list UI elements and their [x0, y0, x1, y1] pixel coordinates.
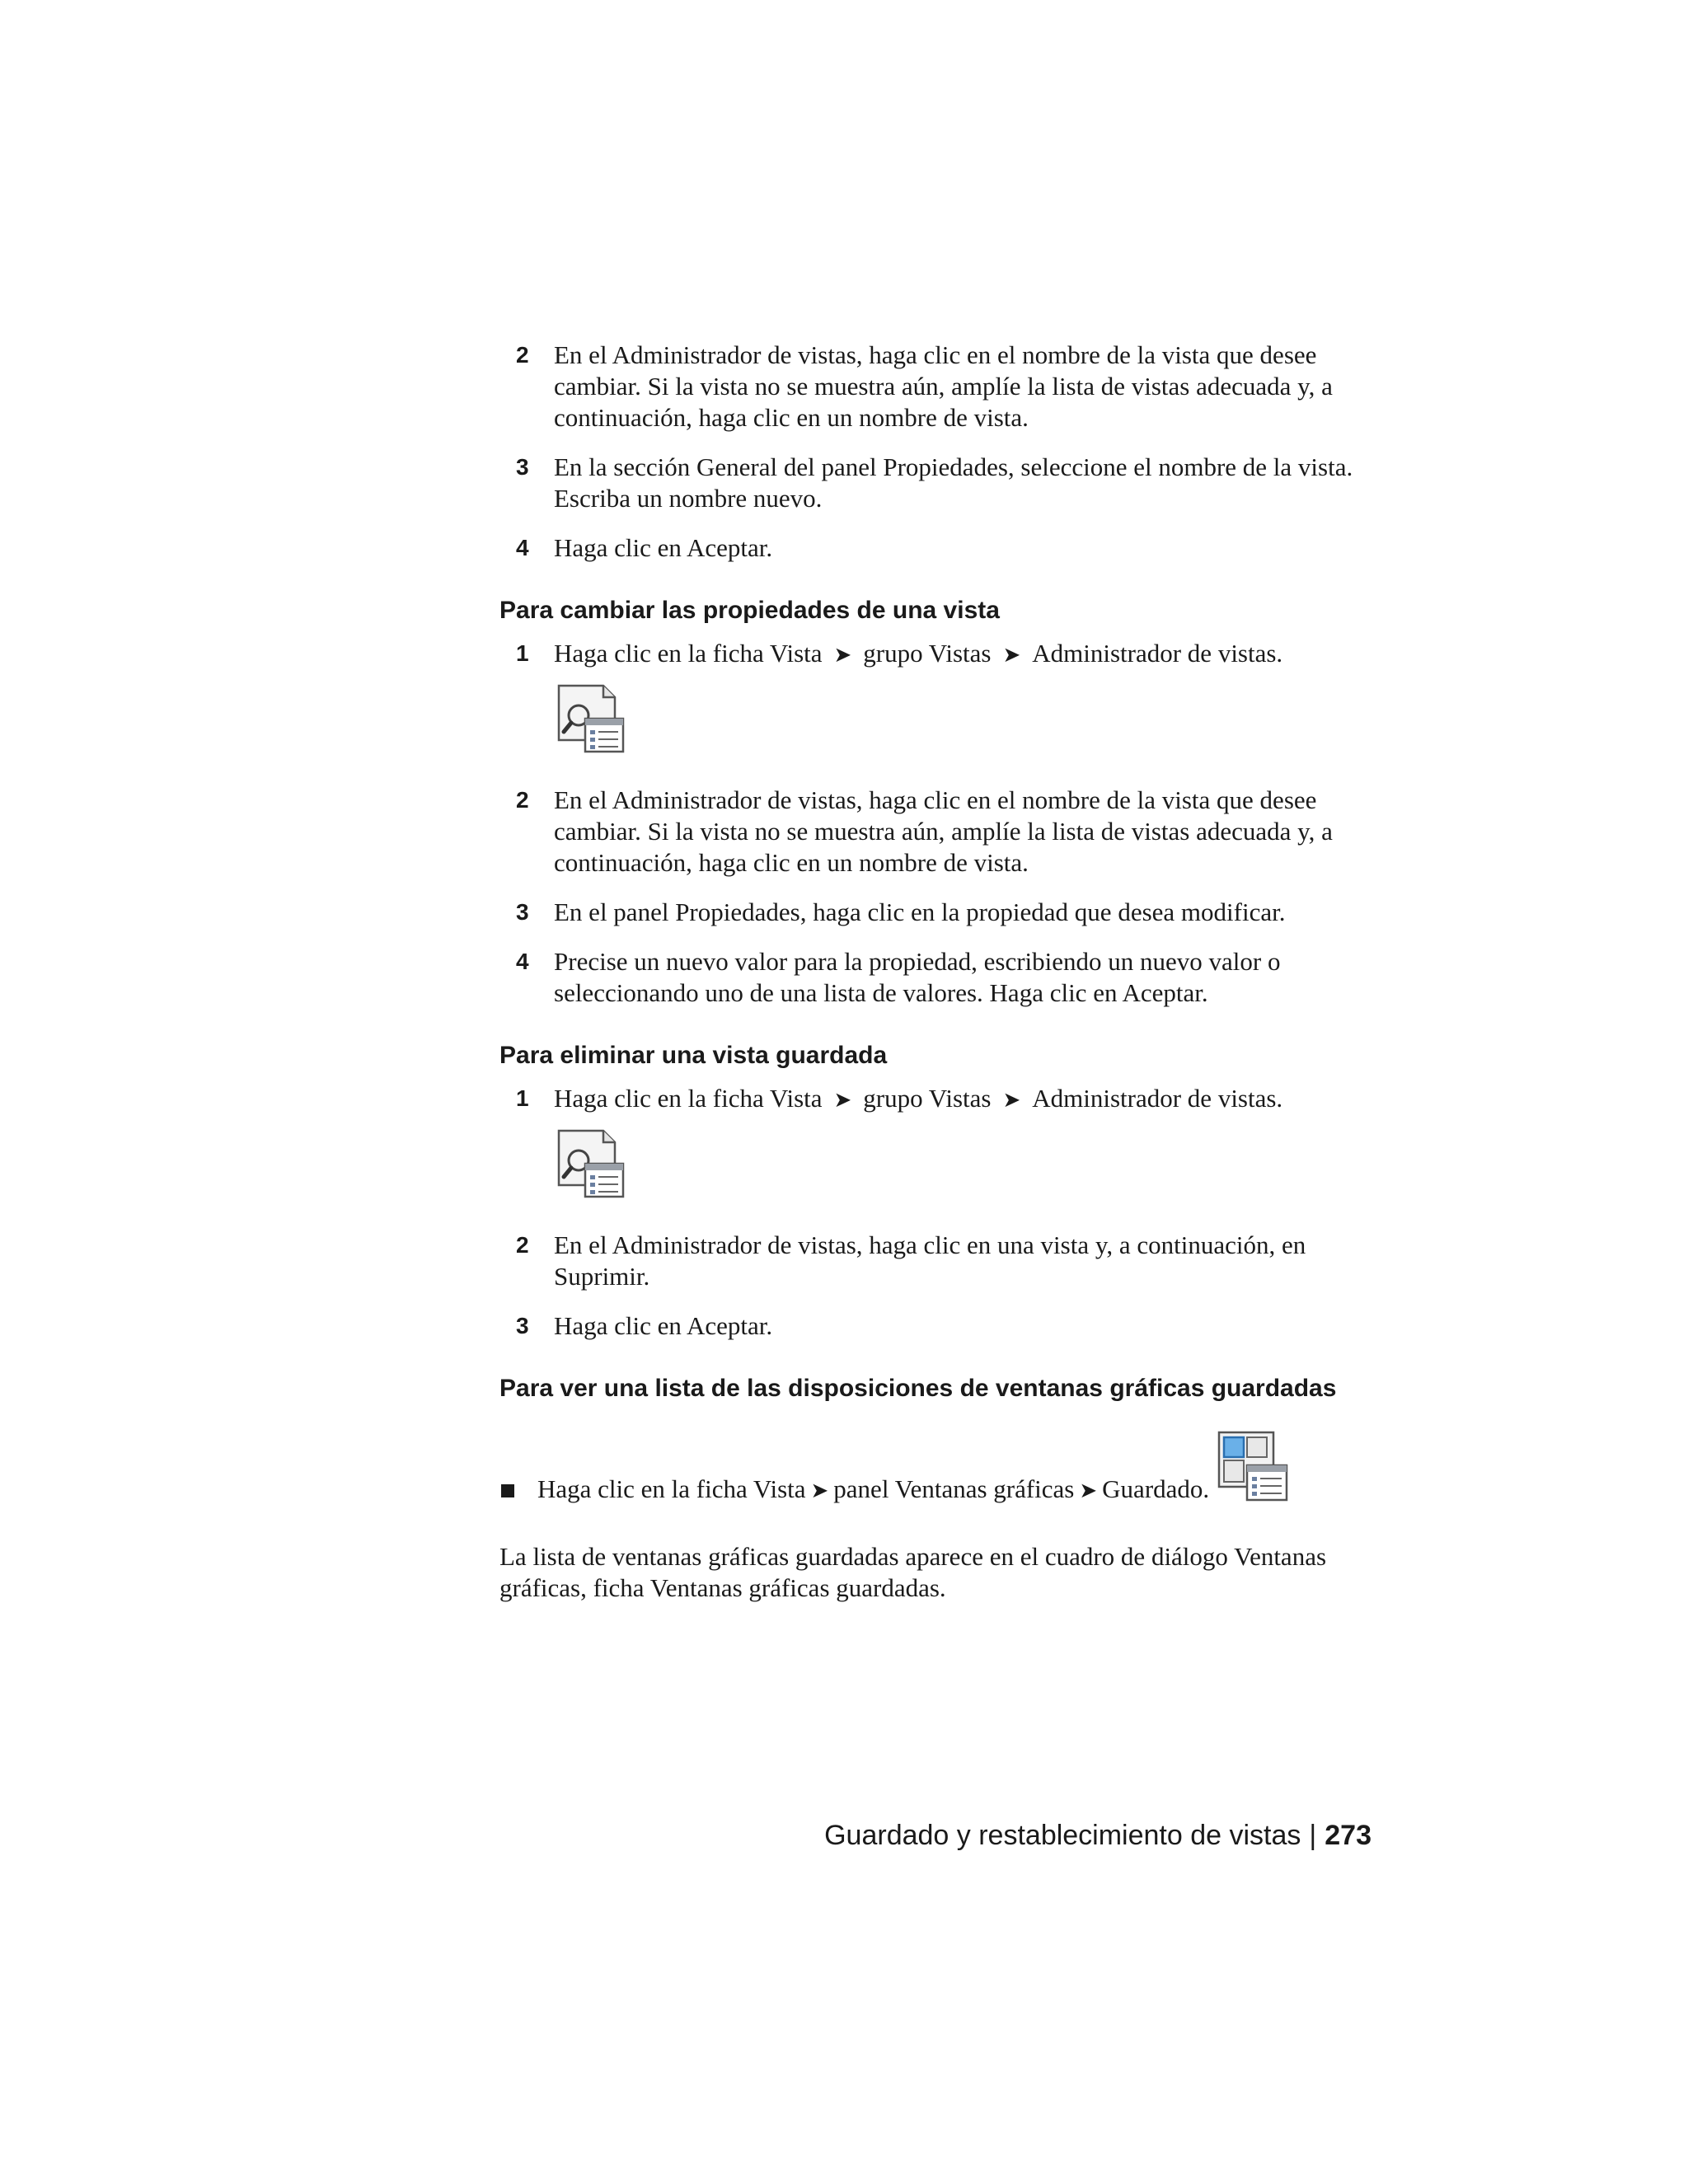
step-number: 4 [516, 949, 529, 974]
step-number: 2 [516, 787, 529, 813]
list-item [499, 897, 1373, 928]
list-item [499, 638, 1373, 671]
step-text-part: Haga clic en la ficha Vista [537, 1474, 806, 1503]
named-viewports-icon [1216, 1429, 1290, 1503]
step-text-part: grupo Vistas [863, 1084, 992, 1113]
step-text: En el Administrador de vistas, haga clic en una vista y, a continuación, en Suprimir. [554, 1230, 1306, 1291]
step-text: Haga clic en Aceptar. [554, 533, 773, 562]
step-number: 1 [516, 1085, 529, 1111]
section-heading: Para ver una lista de las disposiciones de ventanas gráficas guardadas [499, 1375, 1337, 1402]
page-footer [824, 1820, 1372, 1852]
list-item [499, 1083, 1373, 1116]
list-item [499, 532, 1373, 564]
arrow-icon: ➤ [1002, 643, 1021, 667]
step-text-part: panel Ventanas gráficas [833, 1474, 1075, 1503]
step-text-part: grupo Vistas [863, 639, 992, 668]
step-text: Haga clic en Aceptar. [554, 1311, 773, 1340]
step-number: 4 [516, 535, 529, 560]
list-item [499, 785, 1373, 879]
step-number: 3 [516, 899, 529, 925]
step-number: 3 [516, 454, 529, 480]
page-number: 273 [1325, 1820, 1372, 1851]
bullet-icon [499, 1475, 537, 1507]
section-heading: Para cambiar las propiedades de una vista [499, 597, 1000, 624]
view-manager-icon [554, 682, 628, 757]
step-number: 3 [516, 1313, 529, 1338]
step-text: En el Administrador de vistas, haga clic en el nombre de la vista que desee cambiar. Si la vista no se muestra aún, amplíe la lista de vistas adecuada y, a continuación, haga clic en un nombre de vista. [554, 785, 1333, 877]
step-number: 2 [516, 342, 529, 368]
arrow-icon: ➤ [1002, 1088, 1021, 1112]
body-paragraph: La lista de ventanas gráficas guardadas aparece en el cuadro de diálogo Ventanas gráficas, ficha Ventanas gráficas guardadas. [499, 1542, 1327, 1602]
step-text: En el Administrador de vistas, haga clic en el nombre de la vista que desee cambiar. Si la vista no se muestra aún, amplíe la lista de vistas adecuada y, a continuación, haga clic en un nombre de vista. [554, 340, 1333, 432]
step-text [554, 638, 1373, 671]
step-text [537, 1474, 1209, 1507]
list-item [499, 340, 1373, 434]
step-number: 1 [516, 640, 529, 666]
arrow-icon: ➤ [810, 1479, 829, 1502]
step-text-part: Administrador de vistas. [1032, 639, 1283, 668]
step-text [554, 1083, 1373, 1116]
footer-separator: | [1309, 1820, 1317, 1851]
arrow-icon: ➤ [1079, 1479, 1098, 1502]
list-item [499, 1429, 1373, 1507]
page-content [499, 340, 1373, 1604]
list-item [499, 1230, 1373, 1292]
list-item [499, 946, 1373, 1009]
arrow-icon: ➤ [833, 1088, 852, 1112]
section-heading: Para eliminar una vista guardada [499, 1042, 888, 1069]
view-manager-icon [554, 1127, 628, 1202]
arrow-icon: ➤ [833, 643, 852, 667]
step-text: Precise un nuevo valor para la propiedad, escribiendo un nuevo valor o seleccionando uno de una lista de valores. Haga clic en Aceptar. [554, 947, 1281, 1007]
step-text-part: Administrador de vistas. [1032, 1084, 1283, 1113]
footer-title: Guardado y restablecimiento de vistas [824, 1820, 1301, 1851]
step-text: En el panel Propiedades, haga clic en la propiedad que desea modificar. [554, 898, 1286, 926]
step-text-part: Haga clic en la ficha Vista [554, 1084, 823, 1113]
step-number: 2 [516, 1232, 529, 1258]
list-item [499, 452, 1373, 514]
step-text-part: Haga clic en la ficha Vista [554, 639, 823, 668]
step-text: En la sección General del panel Propiedades, seleccione el nombre de la vista. Escriba un nombre nuevo. [554, 452, 1353, 513]
list-item [499, 1310, 1373, 1342]
step-text-part: Guardado. [1102, 1474, 1210, 1503]
